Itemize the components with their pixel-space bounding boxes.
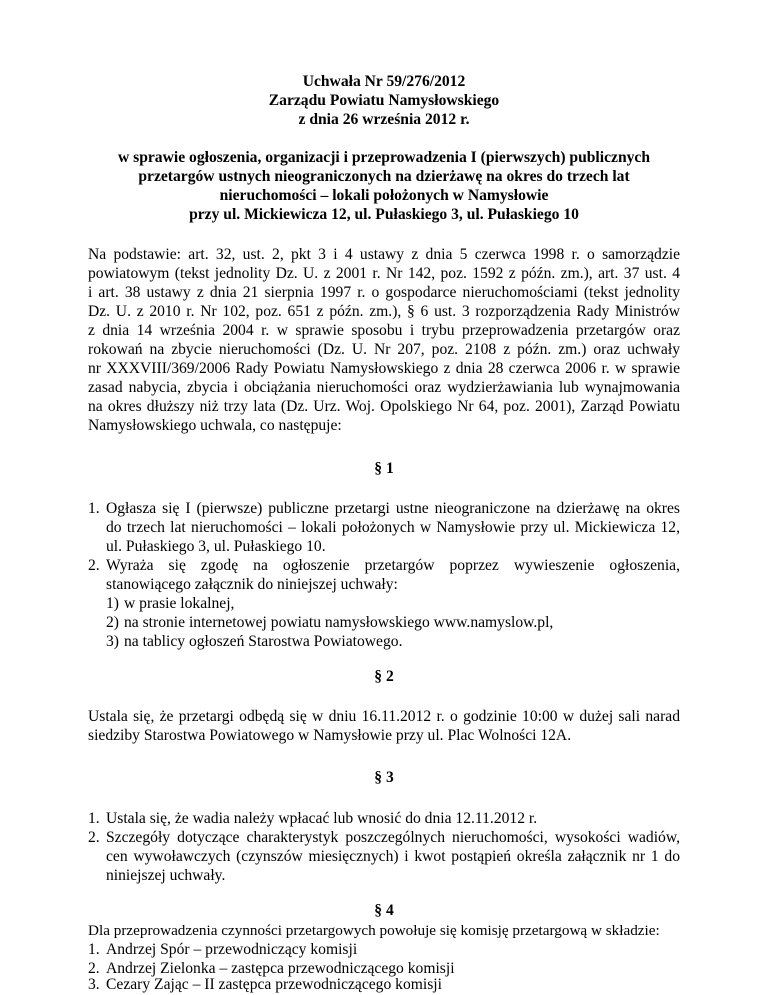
paragraph-line: siedziby Starostwa Powiatowego w Namysłowie przy ul. Plac Wolności 12A. xyxy=(88,727,572,744)
preamble-line: powiatowym (tekst jednolity Dz. U. z 2001 r. Nr 142, poz. 1592 z późn. zm.), art. 37 ust. 4 xyxy=(88,265,680,282)
list-number: 2. xyxy=(88,829,100,846)
list-item-text: Ustala się, że wadia należy wpłacać lub wnosić do dnia 12.11.2012 r. xyxy=(106,810,538,827)
preamble-line: z dnia 14 września 2004 r. w sprawie sposobu i trybu przeprowadzenia przetargów oraz xyxy=(88,322,680,339)
preamble-line: rokowań na zbycie nieruchomości (Dz. U. Nr 207, poz. 2108 z późn. zm.) oraz uchwały xyxy=(88,341,680,358)
list-number: 1. xyxy=(88,500,100,517)
preamble-line: zasad nabycia, zbycia i obciążania nieruchomości oraz wydzierżawiania lub wynajmowania xyxy=(88,379,680,396)
sublist-item: na stronie internetowej powiatu namysłowskiego www.namyslow.pl, xyxy=(124,614,554,631)
sublist-number: 3) xyxy=(106,633,119,650)
preamble-line: Dz. U. z 2010 r. Nr 102, poz. 651 z późn. zm.), § 6 ust. 3 rozporządzenia Rady Ministrów xyxy=(88,303,680,320)
committee-member: Andrzej Zielonka – zastępca przewodniczącego komisji xyxy=(106,960,455,977)
list-item-text: stanowiącego załącznik do niniejszej uchwały: xyxy=(106,576,398,593)
preamble-line: na okres dłuższy niż trzy lata (Dz. Urz. Woj. Opolskiego Nr 64, poz. 2001), Zarząd Powiatu xyxy=(88,398,680,415)
subject-line: przetargów ustnych nieograniczonych na dzierżawę na okres do trzech lat xyxy=(138,168,630,185)
issuing-body: Zarządu Powiatu Namysłowskiego xyxy=(268,92,500,109)
resolution-title: Uchwała Nr 59/276/2012 xyxy=(302,73,466,90)
preamble-line: Namysłowskiego uchwala, co następuje: xyxy=(88,417,342,434)
list-item-text: Wyraża się zgodę na ogłoszenie przetargów poprzez wywieszenie ogłoszenia, xyxy=(106,557,680,574)
list-item-text: Szczegóły dotyczące charakterystyk poszczególnych nieruchomości, wysokości wadiów, xyxy=(106,829,680,846)
subject-line: przy ul. Mickiewicza 12, ul. Pułaskiego 3, ul. Pułaskiego 10 xyxy=(189,206,579,223)
list-number: 2. xyxy=(88,557,100,574)
preamble-line: Na podstawie: art. 32, ust. 2, pkt 3 i 4 ustawy z dnia 5 czerwca 1998 r. o samorządzie xyxy=(88,246,680,263)
sublist-item: w prasie lokalnej, xyxy=(124,595,235,612)
preamble-line: nr XXXVIII/369/2006 Rady Powiatu Namysłowskiego z dnia 28 czerwca 2006 r. w sprawie xyxy=(88,360,680,377)
sublist-number: 2) xyxy=(106,614,119,631)
paragraph-line: Dla przeprowadzenia czynności przetargowych powołuje się komisję przetargową w składzie: xyxy=(88,922,660,939)
section-1-heading: § 1 xyxy=(374,460,394,477)
subject-line: nieruchomości – lokali położonych w Namysłowie xyxy=(219,187,549,204)
sublist-item: na tablicy ogłoszeń Starostwa Powiatowego. xyxy=(124,633,403,650)
list-number: 1. xyxy=(88,810,100,827)
sublist-number: 1) xyxy=(106,595,119,612)
list-number: 1. xyxy=(88,941,100,958)
resolution-date: z dnia 26 września 2012 r. xyxy=(298,111,470,128)
list-item-text: ul. Pułaskiego 3, ul. Pułaskiego 10. xyxy=(106,538,326,555)
section-4-heading: § 4 xyxy=(374,902,394,919)
list-item-text: niniejszej uchwały. xyxy=(106,867,226,884)
list-number: 3. xyxy=(88,976,100,993)
section-2-heading: § 2 xyxy=(374,668,394,685)
list-item-text: cen wywoławczych (czynszów miesięcznych) i kwot postąpień określa załącznik nr 1 do xyxy=(106,848,680,865)
subject-line: w sprawie ogłoszenia, organizacji i przeprowadzenia I (pierwszych) publicznych xyxy=(117,149,651,166)
committee-member: Andrzej Spór – przewodniczący komisji xyxy=(106,941,358,958)
list-item-text: Ogłasza się I (pierwsze) publiczne przetargi ustne nieograniczone na dzierżawę na okres xyxy=(106,500,680,517)
section-3-heading: § 3 xyxy=(374,769,394,786)
preamble-line: i art. 38 ustawy z dnia 21 sierpnia 1997 r. o gospodarce nieruchomościami (tekst jednolity xyxy=(88,284,680,301)
committee-member: Cezary Zając – II zastępca przewodniczącego komisji xyxy=(106,976,442,993)
paragraph-line: Ustala się, że przetargi odbędą się w dniu 16.11.2012 r. o godzinie 10:00 w dużej sali narad xyxy=(88,708,680,725)
list-item-text: do trzech lat nieruchomości – lokali położonych w Namysłowie przy ul. Mickiewicza 12, xyxy=(106,519,680,536)
list-number: 2. xyxy=(88,960,100,977)
